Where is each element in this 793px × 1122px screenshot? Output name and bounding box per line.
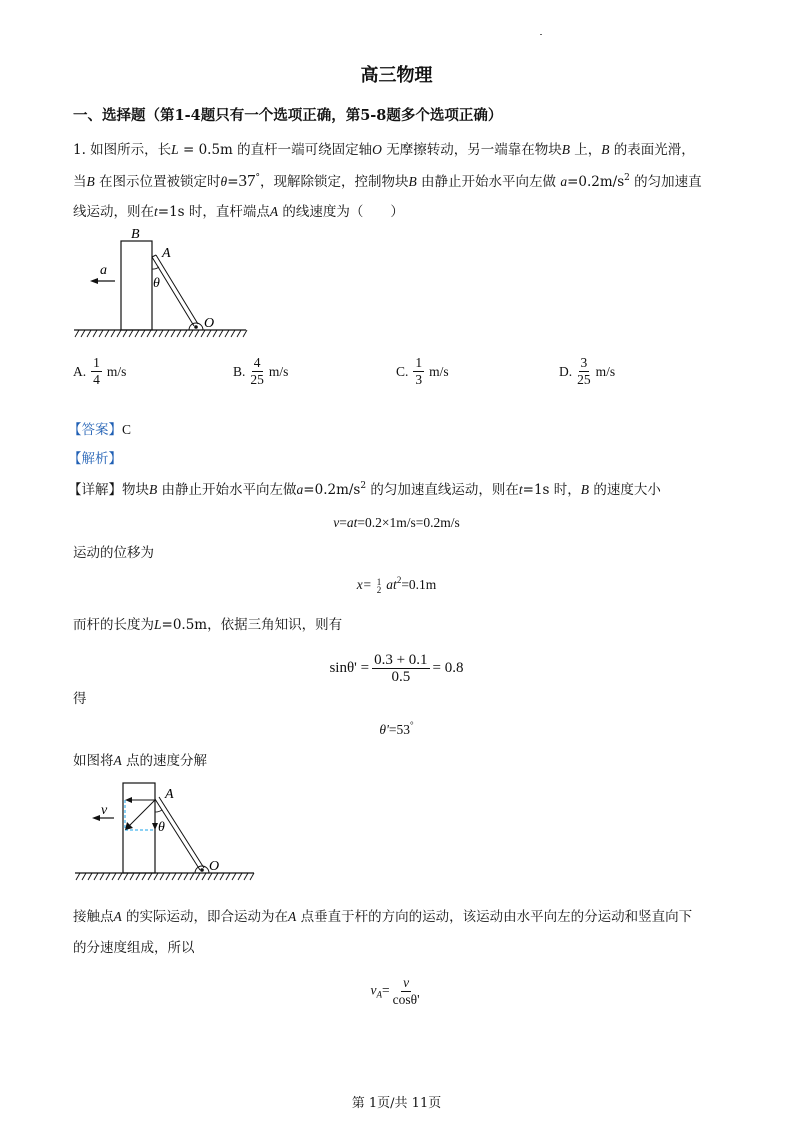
option-b[interactable] [233,355,288,388]
ground-hatch [135,330,139,337]
option-c[interactable] [396,355,449,388]
equation-angle [0,721,793,739]
figure-block-rod [70,225,250,340]
ground-hatch [250,873,254,880]
math-variable: L [171,142,179,157]
label-a: A [162,246,171,261]
answer-label: 【答案】 [68,422,122,438]
ground-hatch [141,330,145,337]
ground-hatch [177,330,181,337]
ground-hatch [87,330,91,337]
text-segment: 接触点 [73,909,114,925]
ground-hatch [117,330,121,337]
math-variable: v [333,515,340,530]
math-variable: B [601,142,610,157]
ground-hatch [123,330,127,337]
text-segment: 点的速度分解 [121,753,208,769]
ground-hatch [166,873,170,880]
ground-hatch [75,330,79,337]
option-letter: D. [559,363,573,379]
page-title: 高三物理 [360,65,433,86]
ground-hatch [81,330,85,337]
math-variable: a [560,174,568,189]
math-variable: a [296,482,304,497]
option-fraction: $\frac{1}{3}$ [415,355,423,387]
ground-hatch [202,873,206,880]
ground-hatch [112,873,116,880]
detail-line-2: 运动的位移为 [73,545,154,561]
ground-hatch [111,330,115,337]
text-segment: 如图将 [73,753,114,769]
text-segment: =0.2m/s [567,174,625,190]
ground-hatch [243,330,247,337]
ground-hatch [207,330,211,337]
math-variable: A [113,753,122,768]
ground-hatch [136,873,140,880]
text-segment: = [227,174,239,190]
text-segment: 无摩擦转动，另一端靠在物块 [381,142,562,158]
ground-hatch [189,330,193,337]
detail-line-3 [73,616,342,634]
ground-hatch [154,873,158,880]
label-o: O [209,859,220,874]
ground-hatch [76,873,80,880]
text-segment: 由静止开始水平向左做 [157,482,297,498]
ground-hatch [160,873,164,880]
math-variable: θ' [379,722,389,737]
math-variable: A [288,909,297,924]
ground-hatch [165,330,169,337]
detail-line-6 [73,908,692,926]
math-variable: B [408,174,417,189]
label-accel: a [100,263,107,278]
option-unit: m/s [429,363,449,379]
equation-velocity [0,514,793,532]
math-variable: B [561,142,570,157]
ground-hatch [105,330,109,337]
option-unit: m/s [106,363,127,379]
ground-hatch [94,873,98,880]
ground-hatch [118,873,122,880]
label-a: A [165,787,174,802]
text-segment: = [339,515,347,530]
ground-hatch [220,873,224,880]
text-segment: 当 [73,174,87,190]
ground-hatch [231,330,235,337]
equation-va: $v_A=$ $\frac{v}{\cos\theta'}$ [370,975,420,1007]
text-segment: 的速度大小 [589,482,661,498]
ground-hatch [129,330,133,337]
ground-hatch [225,330,229,337]
figure-velocity-decomposition [70,778,260,888]
detail-line-7: 的分速度组成，所以 [73,940,195,956]
math-variable: θ [220,174,228,189]
option-unit: m/s [595,363,616,379]
ground-hatch [214,873,218,880]
text-segment: 2 [360,481,367,491]
ground-hatch [238,873,242,880]
text-segment: 【详解】物块 [68,482,149,498]
ground-hatch [237,330,241,337]
option-unit: m/s [268,363,289,379]
text-segment: =1s 时， [522,482,581,498]
question-line-1 [73,141,695,159]
equation-sine: sinθ' = $\frac{0.3 + 0.1}{0.5}$ = 0.8 [329,652,464,685]
question-line-2 [73,172,702,191]
text-segment: 1. 如图所示，长 [73,142,172,158]
math-variable: B [149,482,158,497]
label-theta: θ [153,276,160,291]
text-segment: = 0.5m 的直杆一端可绕固定轴 [178,142,373,158]
text-segment: 的匀加速直 [629,174,702,190]
ground-hatch [147,330,151,337]
ground-hatch [153,330,157,337]
text-segment: 在图示位置被锁定时 [94,174,221,190]
text-segment: 的线速度为（ ） [278,204,404,220]
math-variable: O [372,142,382,157]
text-segment: =0.2m/s [303,482,361,498]
option-fraction: $\frac{1}{4}$ [93,355,100,387]
ground-hatch [171,330,175,337]
ground-hatch [82,873,86,880]
text-segment: 的实际运动，即合运动为在 [121,909,289,925]
label-theta: θ [158,820,165,835]
text-segment: 由静止开始水平向左做 [416,174,561,190]
ground-hatch [124,873,128,880]
ground-hatch [178,873,182,880]
label-o: O [204,316,215,331]
detail-line-4: 得 [73,691,87,707]
ground-hatch [142,873,146,880]
math-variable: A [269,204,279,219]
text-segment: =53 [388,722,411,737]
ground-hatch [196,873,200,880]
ground-hatch [195,330,199,337]
math-variable: B [580,482,590,497]
ground-hatch [213,330,217,337]
ground-hatch [100,873,104,880]
ground-hatch [93,330,97,337]
option-d[interactable] [559,355,615,388]
ground-hatch [219,330,223,337]
ground-hatch [106,873,110,880]
ground-hatch [130,873,134,880]
ground-hatch [148,873,152,880]
text-segment: 上， [569,142,602,158]
page-footer: 第 1页/共 11页 [351,1096,442,1111]
text-segment: 的匀加速直线运动，则在 [366,482,519,498]
text-segment: ° [255,173,260,183]
text-segment: 线运动，则在 [73,204,154,220]
text-segment: ，现解除锁定，控制物块 [260,174,409,190]
math-variable: L [154,617,162,632]
ground-hatch [159,330,163,337]
math-variable: t [518,482,523,497]
answer-line [68,421,131,439]
answer-value: C [122,422,132,437]
label-b: B [131,227,140,242]
math-variable: at [346,515,358,530]
ground-hatch [190,873,194,880]
option-letter: C. [396,363,409,379]
text-segment: ° [410,720,414,730]
option-letter: A. [73,363,87,379]
ground-hatch [208,873,212,880]
scan-dot [540,34,542,35]
option-letter: B. [233,363,246,379]
text-segment: =0.2×1m/s=0.2m/s [357,515,460,530]
text-segment: 的表面光滑， [609,142,695,158]
ground-hatch [184,873,188,880]
detail-line-1 [68,481,661,499]
option-fraction: $\frac{4}{25}$ [250,355,264,387]
question-line-3 [73,203,404,221]
detail-line-5 [73,752,207,770]
equation-displacement: x= 1 2 $at^2=0.1m$ [356,575,437,595]
text-segment: 2 [624,173,630,183]
label-v: v [101,803,108,818]
ground-hatch [201,330,205,337]
text-segment: 而杆的长度为 [73,617,154,633]
text-segment: 点垂直于杆的方向的运动，该运动由水平向左的分运动和竖直向下 [296,909,693,925]
math-variable: A [113,909,122,924]
math-variable: B [86,174,95,189]
ground-hatch [244,873,248,880]
math-variable: t [154,204,158,219]
ground-hatch [232,873,236,880]
text-segment: =0.5m，依据三角知识，则有 [161,617,343,633]
ground-hatch [99,330,103,337]
option-a[interactable] [73,355,126,388]
ground-hatch [226,873,230,880]
text-segment: 37 [238,171,256,190]
text-segment: =1s 时，直杆端点 [157,204,270,220]
ground-hatch [88,873,92,880]
ground-hatch [172,873,176,880]
ground-hatch [183,330,187,337]
section-heading: 一、选择题（第1-4题只有一个选项正确，第5-8题多个选项正确） [73,107,503,124]
analysis-label: 【解析】 [68,451,122,467]
option-fraction: $\frac{3}{25}$ [577,355,591,387]
